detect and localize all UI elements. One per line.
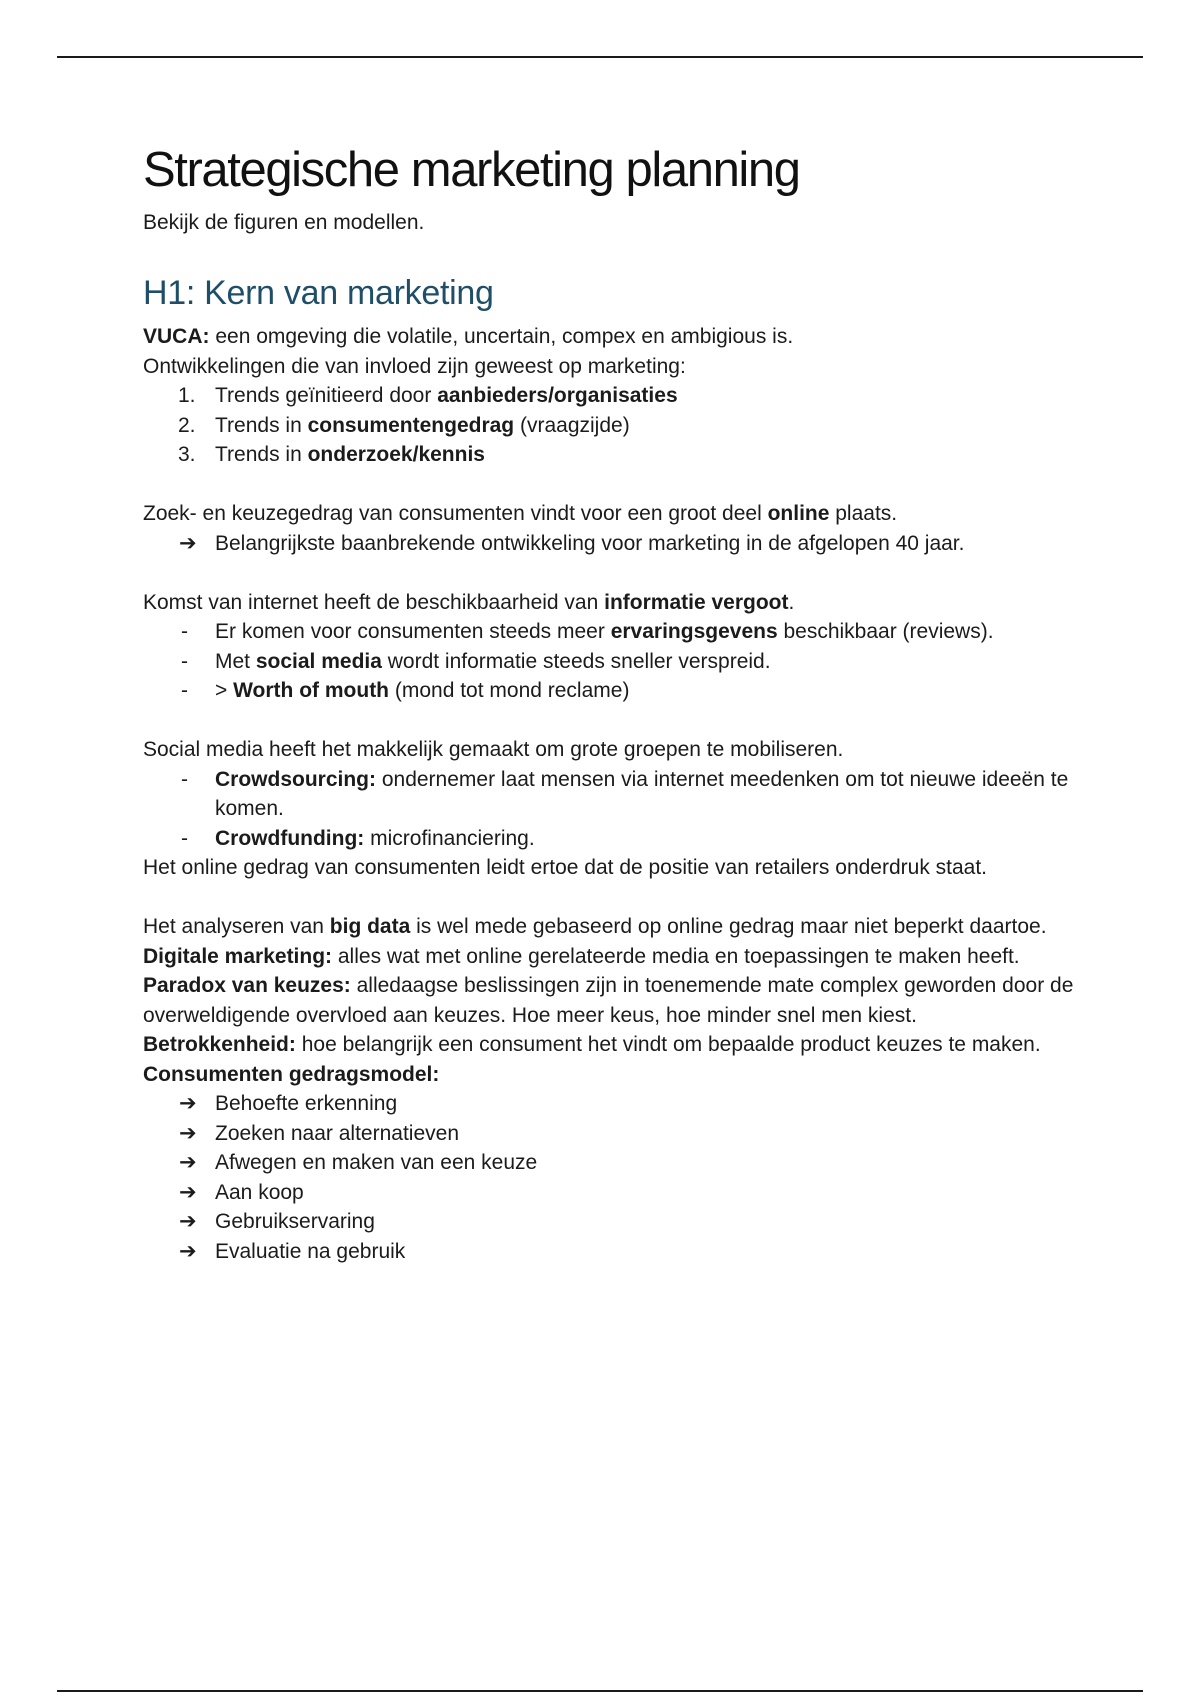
list-text: Afwegen en maken van een keuze xyxy=(215,1151,538,1175)
bold-text: big data xyxy=(329,915,411,939)
list-bold: ervaringsgevens xyxy=(610,620,778,644)
dash-icon: - xyxy=(181,679,188,703)
spacer xyxy=(143,883,1083,913)
list-item xyxy=(143,411,1083,441)
list-item xyxy=(143,440,1083,470)
digitale-marketing-definition xyxy=(143,942,1083,972)
spacer xyxy=(143,558,1083,588)
list-item xyxy=(143,529,1083,559)
page-title: Strategische marketing planning xyxy=(143,143,800,197)
trends-list xyxy=(143,381,1083,470)
list-bold: Crowdsourcing: xyxy=(215,767,376,791)
list-bold: Crowdfunding: xyxy=(215,826,365,850)
list-item xyxy=(143,1089,1083,1119)
list-bold: consumentengedrag xyxy=(307,413,515,437)
bigdata-paragraph xyxy=(143,912,1083,942)
model-heading xyxy=(143,1060,1083,1090)
social-list xyxy=(143,765,1083,854)
list-item xyxy=(143,765,1083,824)
list-bold: social media xyxy=(255,649,382,673)
definition-term: Consumenten gedragsmodel: xyxy=(143,1062,440,1086)
subtitle: Bekijk de figuren en modellen. xyxy=(143,211,425,235)
zoek-arrow-list xyxy=(143,529,1083,559)
list-text: beschikbaar (reviews). xyxy=(777,620,994,644)
list-bold: aanbieders/organisaties xyxy=(437,384,678,408)
bold-text: informatie vergoot xyxy=(604,590,789,614)
list-number: 3. xyxy=(178,443,196,467)
list-text: Met xyxy=(215,649,256,673)
list-text: Trends in xyxy=(215,413,308,437)
arrow-icon: ➔ xyxy=(179,1180,197,1204)
list-text: Trends geïnitieerd door xyxy=(215,384,438,408)
list-item xyxy=(143,647,1083,677)
dash-icon: - xyxy=(181,620,188,644)
spacer xyxy=(143,706,1083,736)
list-text: Behoefte erkenning xyxy=(215,1092,398,1116)
definition-text: hoe belangrijk een consument het vindt om bepaalde product keuzes te maken. xyxy=(295,1033,1041,1057)
list-text: ondernemer laat mensen via internet meedenken om tot nieuwe ideeën te komen. xyxy=(215,767,1069,821)
list-text: (mond tot mond reclame) xyxy=(389,679,630,703)
list-item xyxy=(143,1237,1083,1267)
text: Het analyseren van xyxy=(143,915,330,939)
vuca-definition xyxy=(143,322,1083,352)
text: Zoek- en keuzegedrag van consumenten vindt voor een groot deel xyxy=(143,502,768,526)
list-item xyxy=(143,824,1083,854)
list-item xyxy=(143,381,1083,411)
text: plaats. xyxy=(829,502,898,526)
arrow-icon: ➔ xyxy=(179,1151,197,1175)
text: Komst van internet heeft de beschikbaarheid van xyxy=(143,590,605,614)
list-text: Evaluatie na gebruik xyxy=(215,1239,406,1263)
arrow-icon: ➔ xyxy=(179,1210,197,1234)
list-item xyxy=(143,1148,1083,1178)
online-gedrag-paragraph: Het online gedrag van consumenten leidt ertoe dat de positie van retailers onderdruk staat. xyxy=(143,856,988,880)
internet-list xyxy=(143,617,1083,706)
arrow-icon: ➔ xyxy=(179,1121,197,1145)
list-text: > xyxy=(215,679,234,703)
text: . xyxy=(788,590,795,614)
dash-icon: - xyxy=(181,767,188,791)
list-item xyxy=(143,617,1083,647)
top-rule xyxy=(57,56,1143,58)
vuca-term: VUCA: xyxy=(143,325,210,349)
list-text: Gebruikservaring xyxy=(215,1210,375,1234)
bold-text: online xyxy=(767,502,830,526)
list-item xyxy=(143,1119,1083,1149)
list-text: microfinanciering. xyxy=(364,826,535,850)
list-text: Aan koop xyxy=(215,1180,304,1204)
arrow-icon: ➔ xyxy=(179,531,197,555)
definition-text: alledaagse beslissingen zijn in toenemende mate complex geworden door de overweldigende overvloed aan keuzes. Hoe meer keus, hoe minder snel men kiest. xyxy=(143,974,1074,1027)
ontwikkelingen-intro: Ontwikkelingen die van invloed zijn geweest op marketing: xyxy=(143,354,686,378)
internet-paragraph xyxy=(143,588,1083,618)
list-text: Zoeken naar alternatieven xyxy=(215,1121,459,1145)
section-heading: H1: Kern van marketing xyxy=(143,274,494,313)
model-steps-list xyxy=(143,1089,1083,1266)
list-item xyxy=(143,1178,1083,1208)
bottom-rule xyxy=(57,1690,1143,1692)
betrokkenheid-definition xyxy=(143,1030,1083,1060)
text: is wel mede gebaseerd op online gedrag maar niet beperkt daartoe. xyxy=(410,915,1047,939)
spacer xyxy=(143,470,1083,500)
vuca-text: een omgeving die volatile, uncertain, compex en ambigious is. xyxy=(209,325,794,349)
list-text: Er komen voor consumenten steeds meer xyxy=(215,620,611,644)
definition-term: Paradox van keuzes: xyxy=(143,974,351,998)
document-page xyxy=(143,142,1083,1266)
list-text: (vraagzijde) xyxy=(514,413,630,437)
list-number: 1. xyxy=(178,384,196,408)
dash-icon: - xyxy=(181,649,188,673)
list-number: 2. xyxy=(178,413,196,437)
list-bold: Worth of mouth xyxy=(233,679,390,703)
list-text: Trends in xyxy=(215,443,308,467)
zoek-paragraph xyxy=(143,499,1083,529)
definition-text: alles wat met online gerelateerde media en toepassingen te maken heeft. xyxy=(332,944,1020,968)
list-text: Belangrijkste baanbrekende ontwikkeling voor marketing in de afgelopen 40 jaar. xyxy=(215,531,965,555)
list-text: wordt informatie steeds sneller verspreid. xyxy=(381,649,771,673)
dash-icon: - xyxy=(181,826,188,850)
definition-term: Betrokkenheid: xyxy=(143,1033,296,1057)
arrow-icon: ➔ xyxy=(179,1239,197,1263)
list-item xyxy=(143,1207,1083,1237)
paradox-definition xyxy=(143,971,1083,1030)
definition-term: Digitale marketing: xyxy=(143,944,333,968)
list-item xyxy=(143,676,1083,706)
list-bold: onderzoek/kennis xyxy=(307,443,485,467)
social-paragraph: Social media heeft het makkelijk gemaakt om grote groepen te mobiliseren. xyxy=(143,738,844,762)
arrow-icon: ➔ xyxy=(179,1092,197,1116)
